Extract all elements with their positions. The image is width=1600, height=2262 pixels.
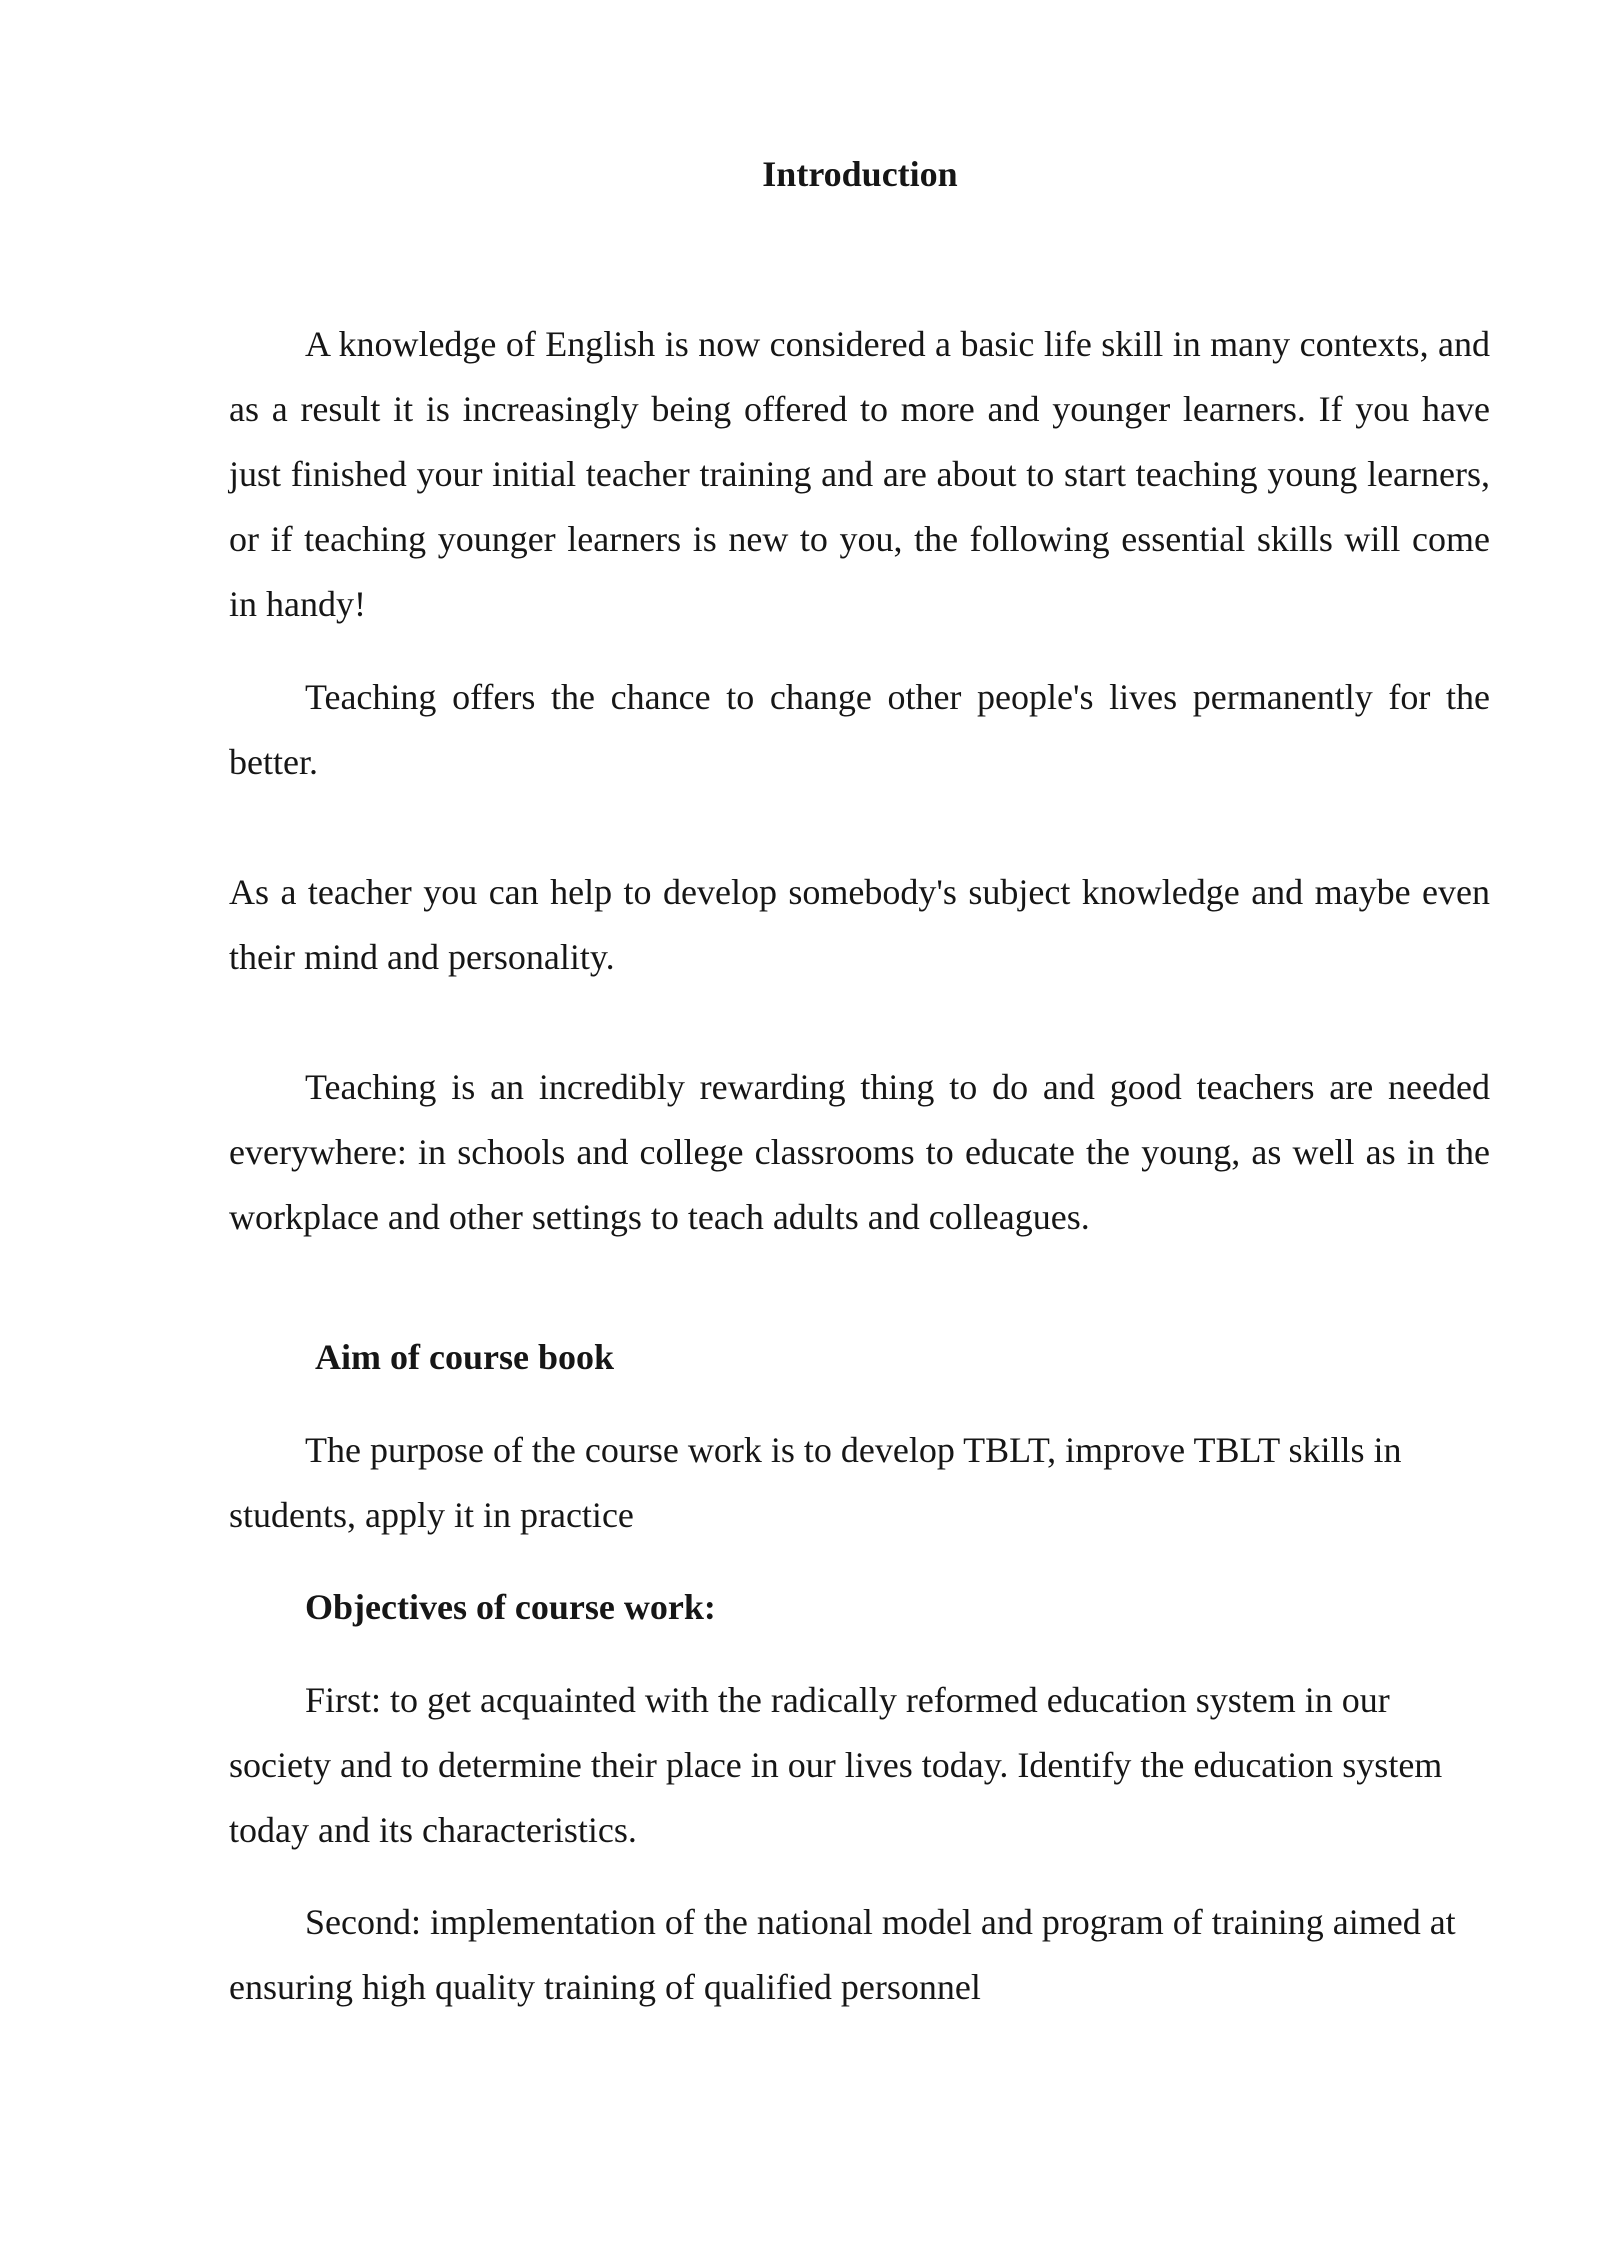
paragraph-objective-second: Second: implementation of the national model and program of training aimed at ensuring high quality training of qualified personnel <box>229 1902 1456 2007</box>
page-title: Introduction <box>762 154 958 194</box>
objectives-heading: Objectives of course work: <box>305 1587 716 1627</box>
aim-heading: Aim of course book <box>315 1337 614 1377</box>
paragraph-teaching-rewarding: Teaching is an incredibly rewarding thing to do and good teachers are needed everywhere: in schools and college classrooms to educate the young, as well as in the workplace and other settings to teach adults and colleagues. <box>229 1067 1490 1237</box>
paragraph-intro: A knowledge of English is now considered a basic life skill in many contexts, and as a result it is increasingly being offered to more and younger learners. If you have just finished your initial teacher training and are about to start teaching young learners, or if teaching younger learners is new to you, the following essential skills will come in handy! <box>229 324 1490 624</box>
paragraph-objective-first: First: to get acquainted with the radically reformed education system in our society and to determine their place in our lives today. Identify the education system today and its characteristics. <box>229 1680 1443 1850</box>
paragraph-aim-purpose: The purpose of the course work is to develop TBLT, improve TBLT skills in students, apply it in practice <box>229 1430 1402 1535</box>
paragraph-teaching-chance: Teaching offers the chance to change other people's lives permanently for the better. <box>229 677 1490 782</box>
paragraph-as-a-teacher: As a teacher you can help to develop somebody's subject knowledge and maybe even their mind and personality. <box>229 872 1490 977</box>
